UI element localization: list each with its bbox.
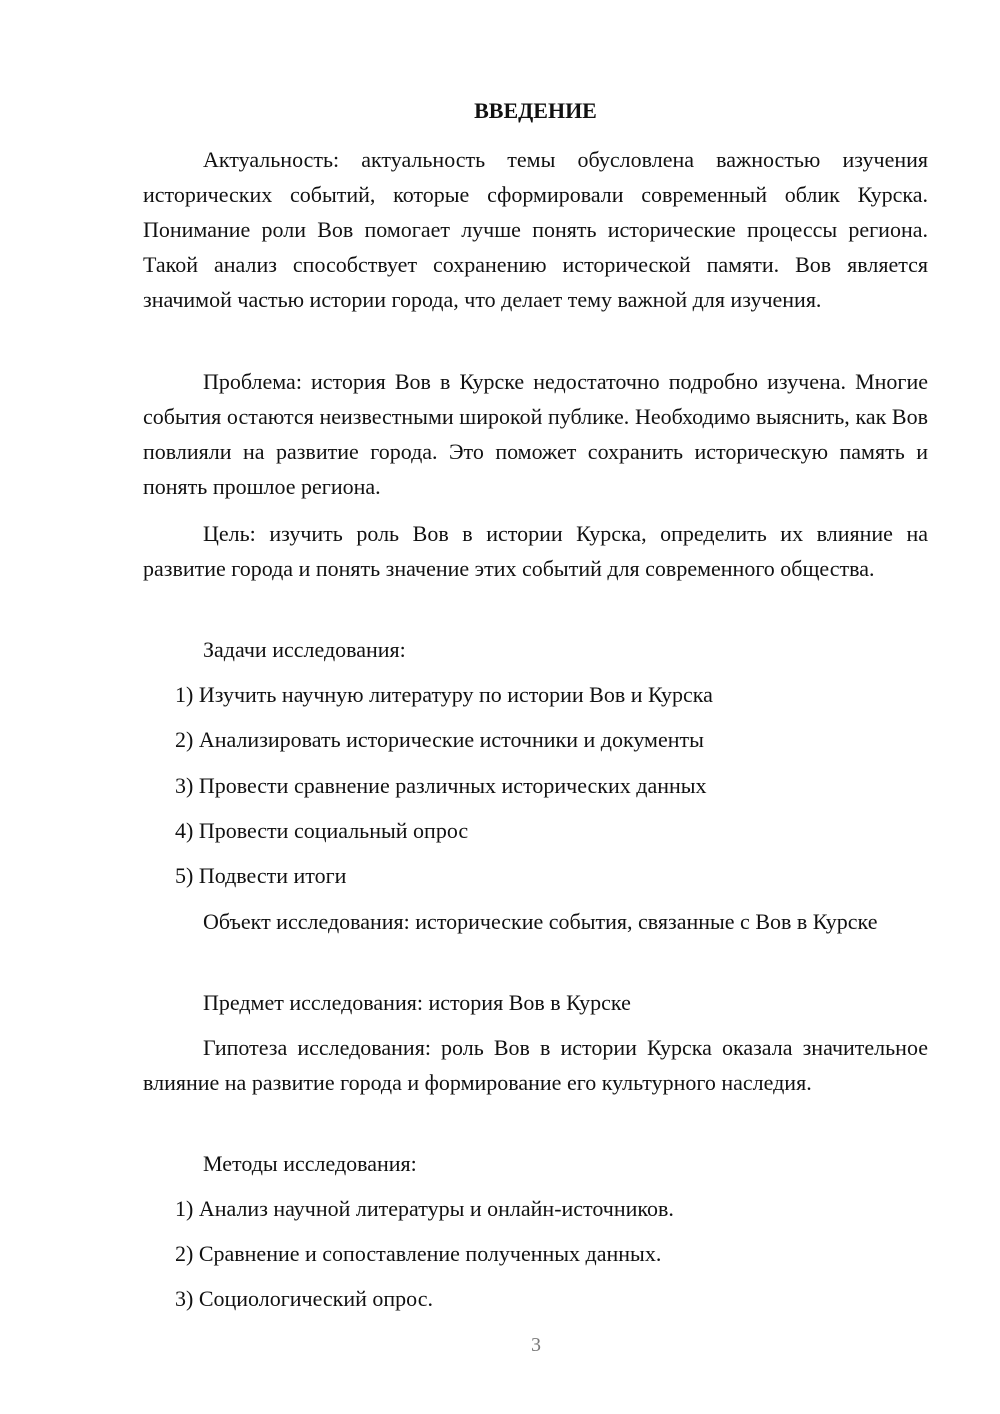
task-list-item: 5) Подвести итоги	[175, 863, 347, 888]
section-heading: ВВЕДЕНИЕ	[474, 98, 597, 123]
tasks-heading: Задачи исследования:	[203, 637, 406, 662]
goal-paragraph: Цель: изучить роль Вов в истории Курска, определить их влияние на развитие города и понять значение этих событий для современного общества.	[143, 521, 928, 581]
task-list-item: 1) Изучить научную литературу по истории Вов и Курска	[175, 682, 713, 707]
method-list-item: 1) Анализ научной литературы и онлайн-источников.	[175, 1196, 674, 1221]
subject-paragraph: Предмет исследования: история Вов в Курске	[203, 990, 631, 1015]
methods-heading: Методы исследования:	[203, 1151, 417, 1176]
page-number: 3	[531, 1334, 541, 1356]
problem-paragraph: Проблема: история Вов в Курске недостаточно подробно изучена. Многие события остаются неизвестными широкой публике. Необходимо выяснить, как Вов повлияли на развитие города. Это поможет сохранить историческую память и понять прошлое региона.	[143, 369, 928, 499]
method-list-item: 3) Социологический опрос.	[175, 1286, 433, 1311]
relevance-paragraph: Актуальность: актуальность темы обусловлена важностью изучения исторических событий, которые сформировали современный облик Курска. Понимание роли Вов помогает лучше понять исторические процессы региона. Такой анализ способствует сохранению исторической памяти. Вов является значимой частью истории города, что делает тему важной для изучения.	[143, 147, 928, 312]
object-paragraph: Объект исследования: исторические события, связанные с Вов в Курске	[203, 909, 878, 934]
method-list-item: 2) Сравнение и сопоставление полученных данных.	[175, 1241, 662, 1266]
hypothesis-paragraph: Гипотеза исследования: роль Вов в истории Курска оказала значительное влияние на развитие города и формирование его культурного наследия.	[143, 1035, 928, 1095]
task-list-item: 3) Провести сравнение различных исторических данных	[175, 773, 707, 798]
task-list-item: 2) Анализировать исторические источники и документы	[175, 727, 704, 752]
task-list-item: 4) Провести социальный опрос	[175, 818, 469, 843]
